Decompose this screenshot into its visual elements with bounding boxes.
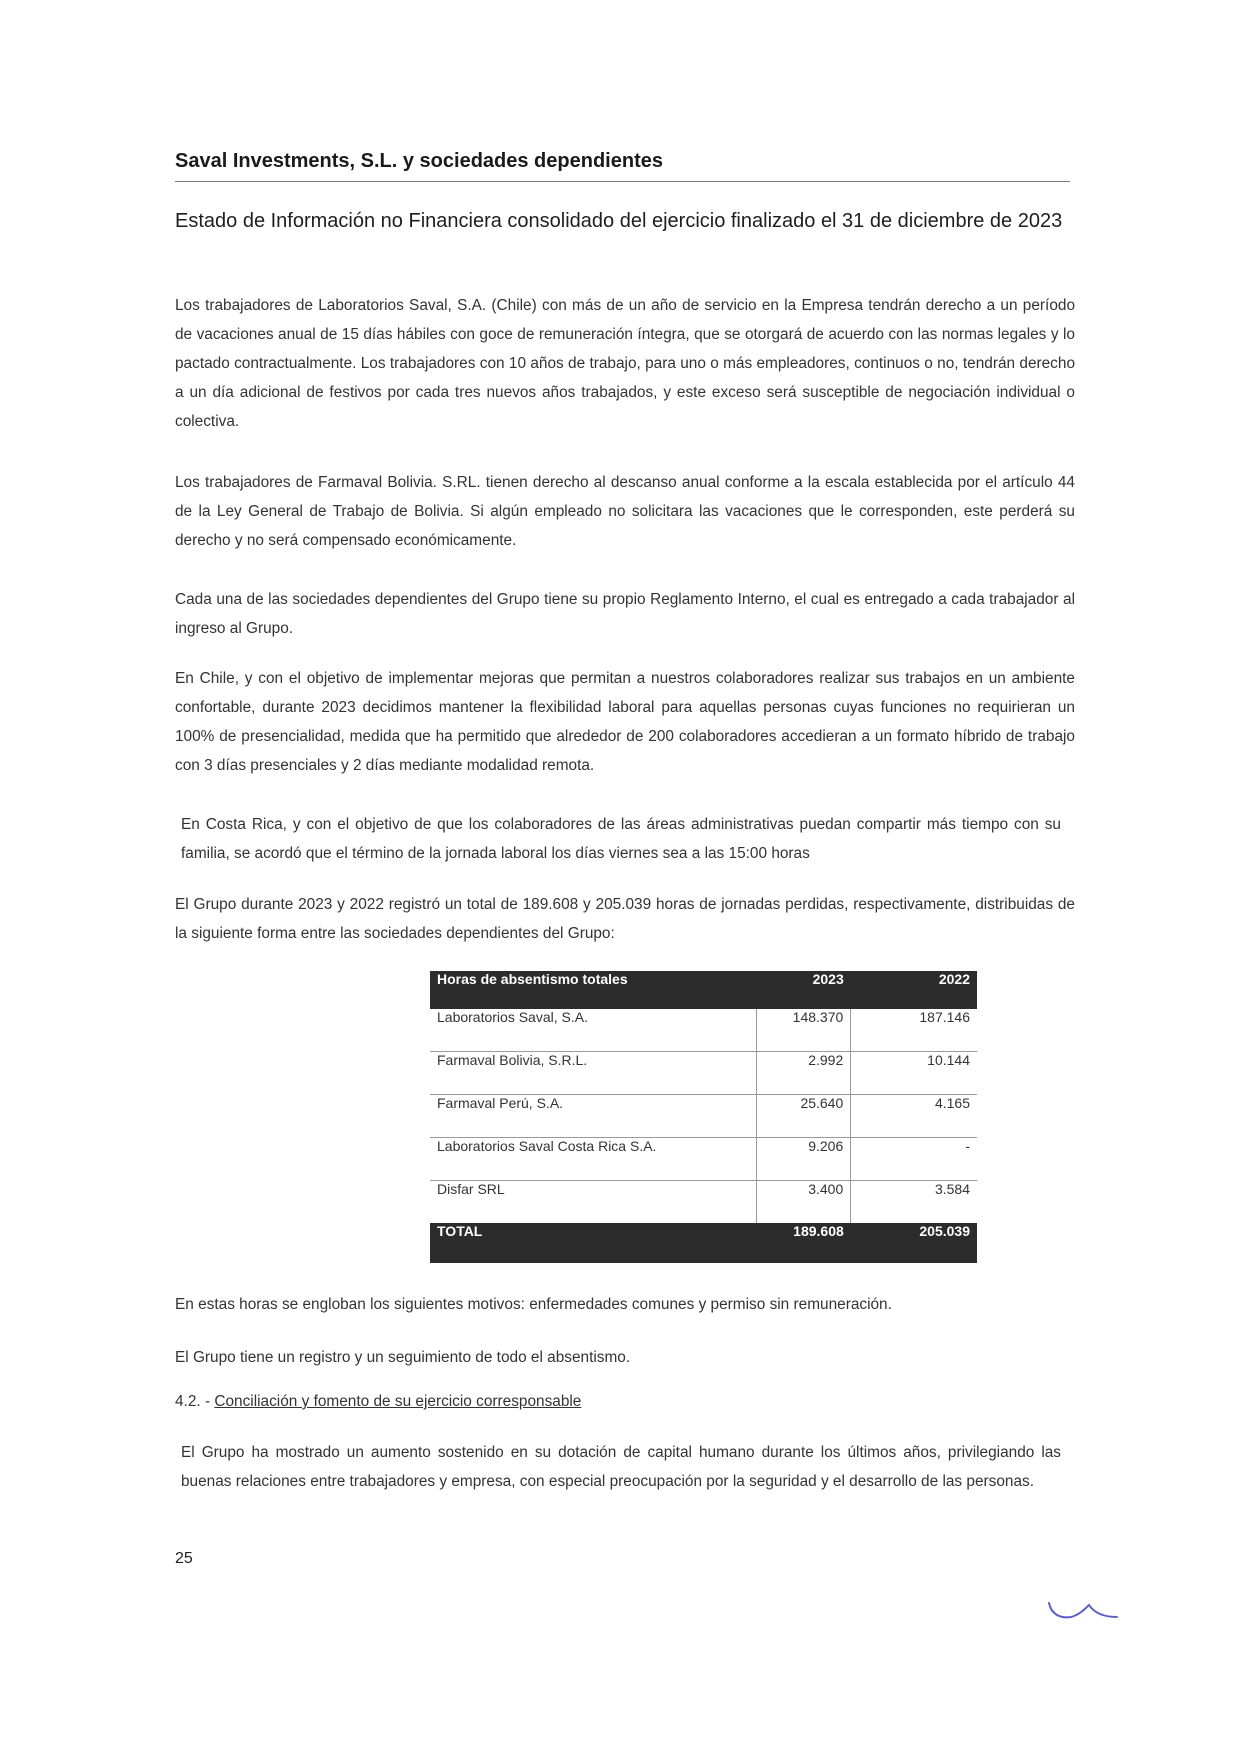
header-label: Horas de absentismo totales (430, 971, 756, 1009)
absentism-table (430, 971, 977, 1263)
table-row (430, 1095, 977, 1138)
table-row (430, 1181, 977, 1224)
row-2023: 148.370 (756, 1009, 851, 1052)
paragraph-internal-regulation: Cada una de las sociedades dependientes del Grupo tiene su propio Reglamento Interno, el cual es entregado a cada trabajador al ingreso al Grupo. (175, 591, 1075, 637)
header-rule (175, 181, 1070, 182)
row-label: Laboratorios Saval, S.A. (437, 1009, 588, 1025)
header-2023: 2023 (756, 971, 851, 1009)
row-2023: 9.206 (756, 1138, 851, 1181)
table-total-row (430, 1223, 977, 1263)
total-2023: 189.608 (756, 1223, 851, 1263)
total-label: TOTAL (430, 1223, 756, 1263)
section-heading (175, 1393, 581, 1411)
row-label: Laboratorios Saval Costa Rica S.A. (430, 1138, 756, 1181)
row-2023: 2.992 (756, 1052, 851, 1095)
paragraph-absentism-reasons: En estas horas se engloban los siguientes motivos: enfermedades comunes y permiso sin remuneración. (175, 1296, 892, 1313)
paragraph-vacations-chile: Los trabajadores de Laboratorios Saval, S.A. (Chile) con más de un año de servicio en la Empresa tendrán derecho a un período de vacaciones anual de 15 días hábiles con goce de remuneración íntegra, que se otorgará de acuerdo con las normas legales y lo pactado contractualmente. Los trabajadores con 10 años de trabajo, para uno o más empleadores, continuos o no, tendrán derecho a un día adicional de festivos por cada tres nuevos años trabajados, y este exceso será susceptible de negociación individual o colectiva. (175, 297, 1075, 430)
paragraph-vacations-bolivia: Los trabajadores de Farmaval Bolivia. S.RL. tienen derecho al descanso anual conforme a la escala establecida por el artículo 44 de la Ley General de Trabajo de Bolivia. Si algún empleado no solicitara las vacaciones que le corresponden, este perderá su derecho y no será compensado económicamente. (175, 474, 1075, 549)
row-label: Farmaval Bolivia, S.R.L. (430, 1052, 756, 1095)
table-row (430, 1009, 977, 1052)
company-header: Saval Investments, S.L. y sociedades dependientes (175, 150, 663, 172)
header-2022: 2022 (851, 971, 977, 1009)
section-title: Conciliación y fomento de su ejercicio corresponsable (214, 1393, 582, 1410)
row-2022: 3.584 (851, 1181, 977, 1224)
paragraph-human-capital: El Grupo ha mostrado un aumento sostenido en su dotación de capital humano durante los últimos años, privilegiando las buenas relaciones entre trabajadores y empresa, con especial preocupación por la seguridad y el desarrollo de las personas. (181, 1444, 1061, 1490)
paragraph-flexibility-chile: En Chile, y con el objetivo de implementar mejoras que permitan a nuestros colaboradores realizar sus trabajos en un ambiente confortable, durante 2023 decidimos mantener la flexibilidad laboral para aquellas personas cuyas funciones no requirieran un 100% de presencialidad, medida que ha permitido que alrededor de 200 colaboradores accedieran a un formato híbrido de trabajo con 3 días presenciales y 2 días mediante modalidad remota. (175, 670, 1075, 774)
row-2022: 4.165 (851, 1095, 977, 1138)
total-2022: 205.039 (851, 1223, 977, 1263)
row-2023: 25.640 (756, 1095, 851, 1138)
row-label: Disfar SRL (430, 1181, 756, 1224)
paragraph-absentism-tracking: El Grupo tiene un registro y un seguimiento de todo el absentismo. (175, 1349, 631, 1366)
section-number: 4.2. - (175, 1393, 211, 1410)
row-2022: 10.144 (851, 1052, 977, 1095)
row-2022: - (851, 1138, 977, 1181)
report-title: Estado de Información no Financiera consolidado del ejercicio finalizado el 31 de diciembre de 2023 (175, 210, 1063, 232)
absentism-table-header (430, 971, 977, 1009)
row-2023: 3.400 (756, 1181, 851, 1224)
row-2022: 187.146 (851, 1009, 977, 1052)
row-label: Farmaval Perú, S.A. (430, 1095, 756, 1138)
table-row (430, 1138, 977, 1181)
signature-stroke (1049, 1603, 1117, 1617)
signature-initials (1045, 1595, 1120, 1625)
table-row (430, 1052, 977, 1095)
paragraph-lost-hours: El Grupo durante 2023 y 2022 registró un total de 189.608 y 205.039 horas de jornadas perdidas, respectivamente, distribuidas de la siguiente forma entre las sociedades dependientes del Grupo: (175, 896, 1075, 942)
page-number: 25 (175, 1550, 193, 1567)
paragraph-costa-rica: En Costa Rica, y con el objetivo de que los colaboradores de las áreas administrativas puedan compartir más tiempo con su familia, se acordó que el término de la jornada laboral los días viernes sea a las 15:00 horas (181, 816, 1061, 862)
